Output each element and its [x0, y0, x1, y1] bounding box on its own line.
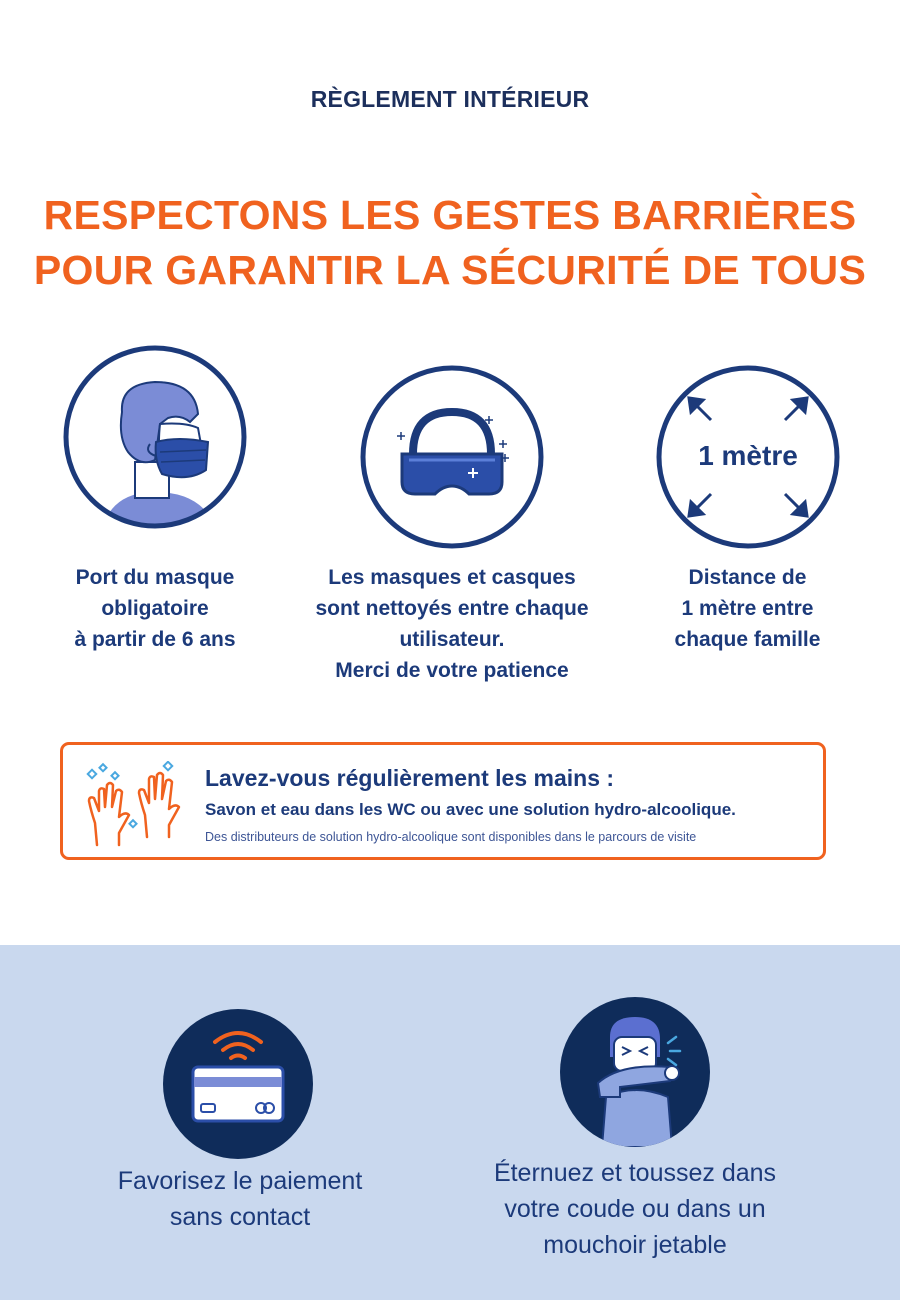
caption-line: Port du masque: [75, 566, 235, 589]
page-kicker: RÈGLEMENT INTÉRIEUR: [310, 86, 590, 112]
caption-line: votre coude ou dans un: [504, 1195, 766, 1223]
headline-line-1: RESPECTONS LES GESTES BARRIÈRES: [43, 192, 857, 238]
page-headline: [0, 188, 900, 298]
distance-arrows-icon: [653, 362, 843, 552]
hand-washing-banner: [60, 742, 826, 860]
caption-line: Éternuez et toussez dans: [493, 1159, 777, 1187]
caption-line: sont nettoyés entre chaque: [315, 597, 589, 620]
caption-line: obligatoire: [101, 597, 209, 620]
caption-line: utilisateur.: [399, 628, 505, 651]
caption-sneeze: [465, 1155, 805, 1263]
hand-washing-title: Lavez-vous régulièrement les mains :: [205, 765, 615, 791]
caption-contactless: [80, 1163, 400, 1235]
rule-caption-distance: [640, 562, 855, 655]
distance-label: 1 mètre: [698, 440, 798, 471]
rule-caption-mask: [45, 562, 265, 655]
caption-line: 1 mètre entre: [681, 597, 814, 620]
rule-caption-headset: [292, 562, 612, 686]
caption-line: Merci de votre patience: [335, 659, 569, 682]
caption-line: sans contact: [169, 1203, 311, 1231]
hand-washing-note: Des distributeurs de solution hydro-alcoolique sont disponibles dans le parcours de visite: [205, 830, 697, 844]
caption-line: mouchoir jetable: [543, 1231, 727, 1259]
headline-line-2: POUR GARANTIR LA SÉCURITÉ DE TOUS: [33, 247, 867, 293]
caption-line: Favorisez le paiement: [117, 1167, 363, 1195]
vr-headset-icon: [357, 362, 547, 552]
caption-line: à partir de 6 ans: [74, 628, 236, 651]
contactless-card-icon: [163, 1009, 313, 1159]
bottom-section: [0, 945, 900, 1300]
washing-hands-icon: [85, 761, 185, 847]
caption-line: Distance de: [688, 566, 807, 589]
caption-line: Les masques et casques: [328, 566, 576, 589]
hand-washing-subtitle: Savon et eau dans les WC ou avec une solution hydro-alcoolique.: [205, 800, 736, 819]
caption-line: chaque famille: [674, 628, 821, 651]
face-mask-person-icon: [60, 342, 250, 532]
sneeze-elbow-icon: [560, 997, 710, 1147]
